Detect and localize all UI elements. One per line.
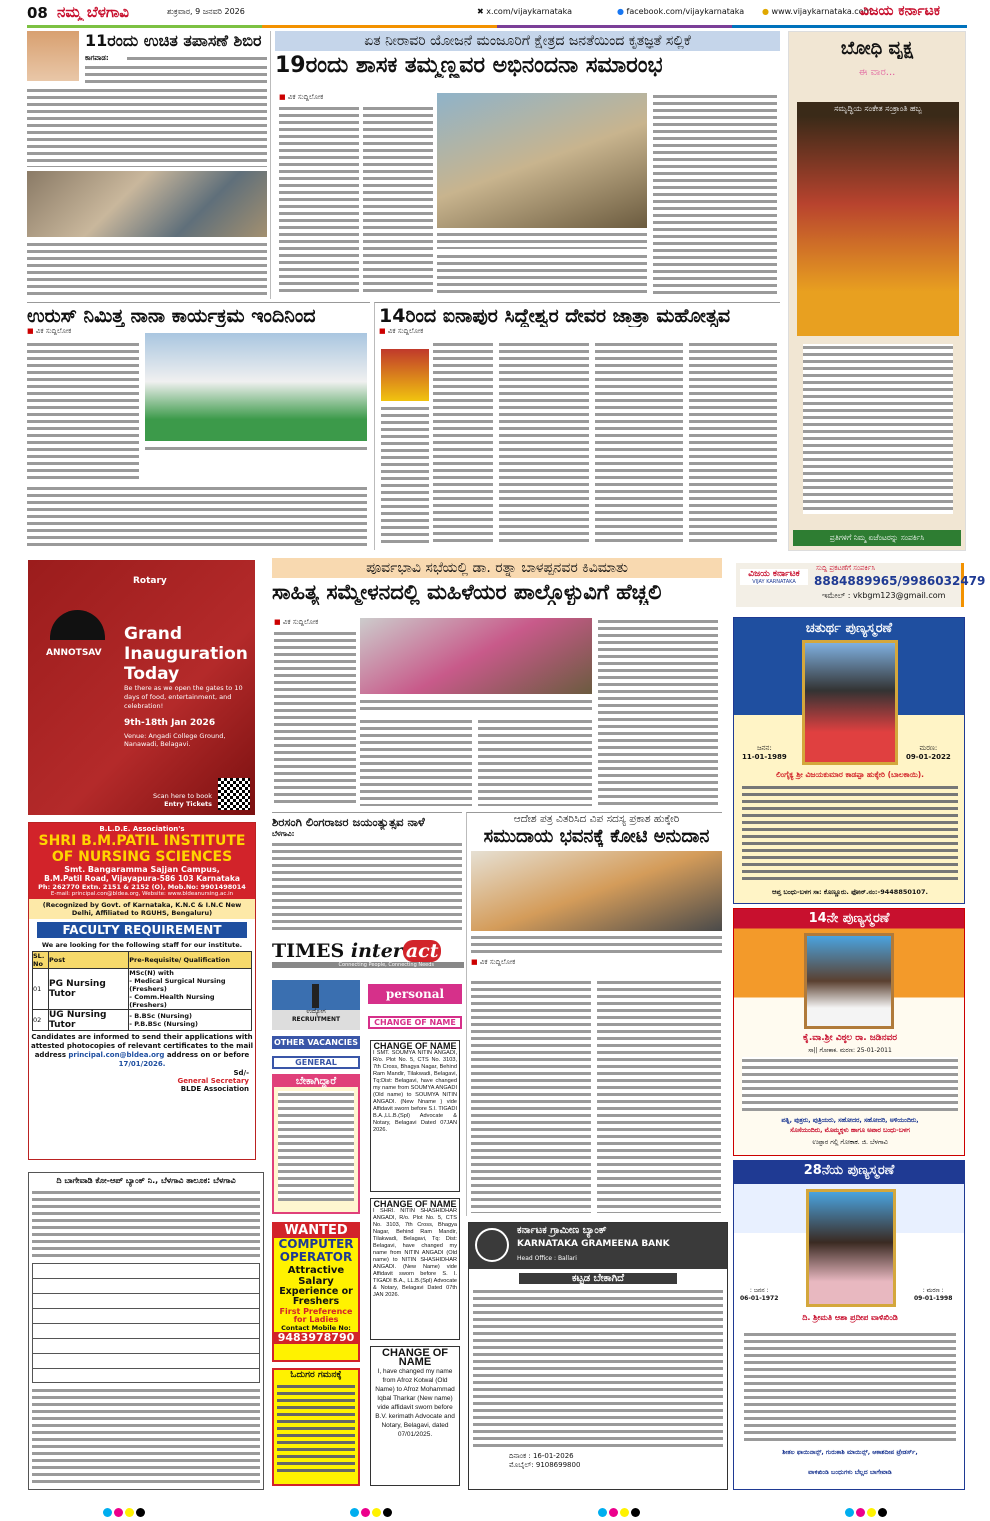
contact-phone: 9483978790	[274, 1332, 358, 1344]
deity-photo	[381, 349, 429, 401]
body-text	[272, 841, 462, 933]
body-text	[598, 618, 718, 806]
body-text	[595, 341, 683, 546]
story-jatra	[374, 302, 780, 550]
byline: ■ ವಿಕ ಸುದ್ದಿಲೋಕ	[279, 93, 324, 101]
death: ಮರಣ: 09-01-2022	[906, 744, 951, 761]
group-photo	[27, 171, 267, 237]
nursing-ad[interactable]	[28, 822, 256, 1160]
birth: : ಜನನ : 06-01-1972	[740, 1287, 779, 1302]
this-week: ಈ ವಾರ...	[858, 67, 896, 78]
website-link[interactable]: ● www.vijaykarnataka.com	[762, 7, 872, 16]
ad-description: Be there as we open the gates to 10 days of food, entertainment, and celebration!	[124, 684, 243, 710]
tribute-text	[744, 1331, 956, 1441]
vk-logo: ವಿಜಯ ಕರ್ನಾಟಕ VIJAY KARNATAKA	[740, 569, 808, 585]
place: ಉಪ್ಪಾರ ಗಲ್ಲಿ ಗೋಕಾಕ. ಜಿ. ಬೆಳಗಾವಿ	[812, 1139, 888, 1146]
body-text	[363, 105, 433, 295]
cloche-icon	[50, 610, 105, 640]
portrait	[802, 640, 898, 765]
byline: ■ ವಿಕ ಸುದ್ದಿಲೋಕ	[379, 327, 424, 335]
bodhi-vruksha-promo[interactable]	[788, 31, 966, 551]
photo-caption	[360, 698, 592, 714]
intro: We are looking for the following staff for our institute.	[41, 941, 243, 949]
memorial-ad-1	[733, 617, 965, 904]
campus: Smt. Bangaramma Sajjan Campus,	[64, 865, 220, 874]
dateline: ಬೆಳಗಾವಿ:	[272, 830, 295, 838]
doctor-photo	[27, 31, 79, 81]
body-text	[689, 341, 777, 546]
ad-body	[473, 1288, 723, 1448]
times-interact-classifieds	[272, 940, 464, 1490]
kicker: ಏತ ನೀರಾವರಿ ಯೋಜನೆ ಮಂಜೂರಿಗೆ ಕ್ಷೇತ್ರದ ಜನತೆಯಿಂದ ಕೃತಜ್ಞತೆ ಸಲ್ಲಿಕೆ	[275, 31, 780, 51]
signatory: General Secretary	[177, 1077, 249, 1085]
positions-table: SL. No Post Pre-Requisite/ Qualification 01 PG Nursing Tutor MSc(N) with - Medical Surgical Nursing (Freshers) - Comm.Health Nursing (Freshers) 02 UG Nursing Tutor - B.BSc (Nursing) - P.B.BSc (Nursing)	[32, 951, 252, 1031]
ad-date: ದಿನಾಂಕ : 16-01-2026	[509, 1452, 574, 1460]
facebook-icon: ●	[617, 7, 627, 16]
body-text	[597, 979, 721, 1213]
kicker: ಆದೇಶ ಪತ್ರ ವಿತರಿಸಿದ ವಿಪ ಸದಸ್ಯ ಪ್ರಕಾಶ ಹುಕ್ಕೇರಿ	[513, 813, 680, 825]
faculty-banner: FACULTY REQUIREMENT	[37, 922, 247, 938]
head-office: Head Office : Ballari	[517, 1255, 577, 1262]
change-of-name-ad: CHANGE OF NAME I, have changed my name from Afroz Kotwal (Old Name) to Afroz Mohammad Iqbal Tharkar (New name) vide affidavit sworn before B.V. kerimath Advocate and Notary, Belagavi, dated 07/01/2025.	[370, 1346, 460, 1486]
notice-table	[32, 1263, 260, 1383]
annotsav-ad[interactable]	[28, 560, 255, 815]
deceased-name: ದಿ. ಶ್ರೀಮತಿ ಆಶಾ ಪ್ರದೀಪ ವಾಳಿಖಿಂಡಿ	[802, 1313, 898, 1322]
byline: ■ ವಿಕ ಸುದ್ದಿಲೋಕ	[27, 327, 72, 335]
feature-title: ಸಮೃದ್ಧಿಯ ಸಂಕೇತ ಸಂಕ್ರಾಂತಿ ಹಬ್ಬ	[797, 102, 959, 116]
deceased-name: ಕೈ.ವಾ.ಶ್ರೀ ವಿಠ್ಠಲ ರಾ. ಜಡಿನವರ	[802, 1033, 898, 1043]
bank-tender-notice	[28, 1172, 264, 1490]
body-text	[27, 87, 267, 167]
body-text	[85, 64, 267, 83]
general-label[interactable]: GENERAL	[272, 1056, 360, 1069]
body-text	[127, 55, 267, 62]
x-icon: ✖	[477, 7, 487, 16]
memorial-ad-3	[733, 1160, 965, 1490]
headline: 19ರಂದು ಶಾಸಕ ತಮ್ಮಣ್ಣವರ ಅಭಿನಂದನಾ ಸಮಾರಂಭ	[275, 53, 663, 78]
memorial-ad-2	[733, 908, 965, 1156]
photo-caption	[27, 241, 267, 297]
byline: ■ ವಿಕ ಸುದ್ದಿಲೋಕ	[274, 618, 319, 626]
photo-caption	[437, 231, 647, 249]
headline: ಶಿರಸಂಗಿ ಲಿಂಗರಾಜರ ಜಯಂತ್ಯುತ್ಸವ ನಾಳೆ	[272, 815, 425, 829]
annotsav-badge: ANNOTSAV	[46, 648, 102, 658]
change-of-name-label[interactable]: CHANGE OF NAME	[368, 1016, 462, 1029]
page-number: 08	[27, 4, 48, 22]
body-text	[381, 405, 429, 545]
body-text	[653, 93, 777, 297]
contact-phones: 8884889965/9986032479	[814, 574, 986, 588]
assoc: B.L.D.E. Association's	[99, 825, 185, 833]
tie-icon	[312, 984, 319, 1008]
promo-title: ಬೋಧಿ ವೃಕ್ಷ	[840, 38, 914, 59]
issue-date: ಶುಕ್ರವಾರ, 9 ಜನವರಿ 2026	[167, 7, 245, 16]
birth: ಜನನ: 11-01-1989	[742, 744, 787, 761]
ticket-cta[interactable]: Scan here to book Entry Tickets	[152, 792, 212, 808]
rotary-logo: Rotary	[133, 576, 167, 586]
headline: ಉರುಸ್ ನಿಮಿತ್ತ ನಾನಾ ಕಾರ್ಯಕ್ರಮ ಇಂದಿನಿಂದ	[27, 305, 316, 327]
family: ವಾಳಿಖಿಂಡಿ ಬಂಧುಗಳು ಬೆಲ್ಲದ ಬಾಗೇವಾಡಿ	[808, 1469, 892, 1476]
facebook-link[interactable]: ● facebook.com/vijaykarnataka	[617, 7, 745, 16]
ad-title: ಕಟ್ಟಡ ಬೇಕಾಗಿದೆ	[519, 1273, 677, 1284]
memorial-title: 28ನೆಯ ಪುಣ್ಯಸ್ಮರಣೆ	[803, 1163, 895, 1178]
meeting-photo	[360, 618, 592, 694]
portrait	[806, 1189, 896, 1307]
notice-body	[32, 1189, 260, 1259]
story-samudaya	[466, 812, 722, 1216]
institute-name-1: SHRI B.M.PATIL INSTITUTE	[38, 833, 246, 849]
contact-label: ಸುದ್ದಿ ಪ್ರಕಟಣೆಗೆ ಸಂಪರ್ಕಿಸಿ	[816, 564, 876, 572]
story-camp	[27, 31, 267, 299]
body-text	[279, 105, 359, 295]
headline: 14ರಿಂದ ಐನಾಪುರ ಸಿದ್ದೇಶ್ವರ ದೇವರ ಜಾತ್ರಾ ಮಹೋತ್ಸವ	[379, 305, 731, 327]
ad-title-3: Today	[124, 664, 180, 684]
tribute-text	[742, 784, 958, 884]
readers-notice: ಓದುಗರ ಗಮನಕ್ಕೆ	[272, 1368, 360, 1486]
contact-email: ಇಮೇಲ್ : vkbgm123@gmail.com	[822, 591, 946, 600]
body-text	[27, 341, 139, 481]
masthead-logo: ವಿಜಯ ಕರ್ನಾಟಕ	[860, 3, 941, 19]
personal-label[interactable]: personal	[368, 984, 462, 1004]
registration-marks	[0, 1502, 990, 1514]
body-text	[433, 341, 493, 546]
tribute-text	[742, 1057, 958, 1111]
body-text	[471, 979, 591, 1213]
notice-footer	[32, 1387, 260, 1487]
tagline: Connecting People, Connecting Needs	[272, 962, 464, 968]
address: B.M.Patil Road, Vijayapura-586 103 Karnataka	[44, 874, 240, 883]
story-lead	[270, 31, 780, 299]
handover-photo	[471, 851, 722, 931]
event-venue: Venue: Angadi College Ground, Nanawadi, Belagavi.	[124, 732, 226, 748]
institute-name-2: OF NURSING SCIENCES	[51, 849, 233, 865]
family: ಸೊಸೆಯಂದಿರು, ಮೊಮ್ಮಕ್ಕಳು ಹಾಗೂ ಅಪಾರ ಬಂಧು-ಬಳಗ	[790, 1127, 910, 1134]
bank-name-kn: ಕರ್ನಾಟಕ ಗ್ರಾಮೀಣ ಬ್ಯಾಂಕ್	[517, 1225, 607, 1236]
wanted-computer-operator-ad: WANTED COMPUTER OPERATOR Attractive Salary Experience or Freshers First Preference for Ladies Contact Mobile No: 9483978790	[272, 1222, 360, 1362]
story-urus	[27, 302, 370, 550]
body-text	[27, 485, 367, 547]
brand-logo: TIMES inter act	[272, 940, 464, 962]
headline: ಸಾಹಿತ್ಯ ಸಮ್ಮೇಳನದಲ್ಲಿ ಮಹಿಳೆಯರ ಪಾಲ್ಗೊಳ್ಳುವಿಗೆ ಹೆಚ್ಚಲಿ	[272, 580, 662, 604]
sd: Sd/-	[233, 1069, 249, 1077]
promo-footer: ಪ್ರತಿಗಳಿಗೆ ನಿಮ್ಮ ಏಜೆಂಟರನ್ನು ಸಂಪರ್ಕಿಸಿ	[793, 530, 961, 546]
family: ಪತ್ನಿ, ಪುತ್ರರು, ಪುತ್ರಿಯರು, ಸಹೋದರ, ಸಹೋದರಿ, ಅಳಿಯಂದಿರು,	[781, 1117, 919, 1124]
body-text	[274, 630, 356, 805]
dateline: ಕಾಗವಾಡ:	[85, 54, 109, 62]
portrait	[804, 933, 894, 1029]
body-text	[437, 253, 647, 297]
feature-image	[797, 116, 959, 336]
change-of-name-ad: CHANGE OF NAME I SMT. SOUMYA NITIN ANGADI, R/o. Plot No. 5, CTS No. 3103, 7th Cross, Bhagya Nagar, Behind Ram Mandir, Tilakwadi, Belagavi, Tq:Dist: Belagavi, have changed my name from SOUMYA ANGADI (Old name) to SOUMYA NITIN ANGADI. (New Nname ) vide Affidavit sworn before S.I. TIGADI B.A.,LL.B.(Spl) Advocate & Notary, Belagavi Dated 07JAN 2026.	[370, 1040, 460, 1192]
table-row: 02 UG Nursing Tutor - B.BSc (Nursing) - P.B.BSc (Nursing)	[33, 1010, 252, 1031]
deceased-name: ಲಿಂಗೈಕ್ಯ ಶ್ರೀ ವಿಜಯಕುಮಾರ ಕಾಡಪ್ಪಾ ಹುಕ್ಕೇರಿ (ಬಾಲಕಾಯಿ).	[775, 770, 925, 779]
body-text	[499, 341, 589, 546]
death: : ಮರಣ : 09-01-1998	[914, 1287, 953, 1302]
contact: ಆಪ್ತ ಬಂಧು-ಬಳಗ ಸಾ: ಕೊಣ್ಣೂರು. ಫೋನ್.ನಂ:-9448850107.	[772, 888, 928, 896]
kicker: ಪೂರ್ವಭಾವಿ ಸಭೆಯಲ್ಲಿ ಡಾ. ರತ್ನಾ ಬಾಳಪ್ಪನವರ ಕಿವಿಮಾತು	[272, 558, 722, 578]
event-dates: 9th-18th Jan 2026	[124, 718, 216, 728]
kgb-building-ad	[468, 1222, 728, 1490]
table-row: 01 PG Nursing Tutor MSc(N) with - Medical Surgical Nursing (Freshers) - Comm.Health Nursing (Freshers)	[33, 969, 252, 1010]
header-color-bar	[27, 25, 967, 28]
family: ಶೀತಲ ಫಾಯಿನಾನ್ಸ್, ಗುರುಕಾಶಿ ಮಾಯಿನ್ಸ್, ಆಕಾಶದೀಪ ಟ್ರೇಡರ್ಸ್,	[782, 1449, 918, 1456]
dargah-photo	[145, 333, 367, 441]
ad-title-1: Grand	[124, 624, 183, 644]
page-header	[27, 3, 967, 25]
bank-name: KARNATAKA GRAMEENA BANK	[517, 1239, 670, 1249]
wanted-ad-kn: ಬೇಕಾಗಿದ್ದಾರೆ	[272, 1074, 360, 1214]
change-of-name-ad: CHANGE OF NAME I SHRI. NITIN SHASHIDHAR ANGADI, R/o. Plot No. 5, CTS No. 3103, 7th Cross, Bhagya Nagar, Behind Ram Mandir, Tilakwadi, Belagavi, Tq: Dist: Belagavi, have changed my name from NITIN ANGADI (Old name) to NITIN SHASHIDHAR ANGADI. (New Name) vide Affidavit sworn before S. I. TIGADI B.A., LL.B.(Spl) Advocate & Notary, Belagavi Dated 07th JAN 2026.	[370, 1198, 460, 1340]
qr-code-icon[interactable]	[218, 778, 250, 810]
recognition: (Recognized by Govt. of Karnataka, K.N.C & I.N.C New Delhi, Affiliated to RGUHS, Bengaluru)	[29, 899, 255, 919]
memorial-title: 14ನೇ ಪುಣ್ಯಸ್ಮರಣೆ	[808, 911, 890, 926]
body-text	[360, 718, 472, 806]
kgb-logo-icon	[475, 1228, 509, 1262]
contents-list	[803, 344, 953, 514]
byline: ■ ವಿಕ ಸುದ್ದಿಲೋಕ	[471, 958, 516, 966]
event-photo	[437, 93, 647, 228]
headline: ಸಮುದಾಯ ಭವನಕ್ಕೆ ಕೋಟಿ ಅನುದಾನ	[483, 826, 710, 847]
email-web: E-mail: principal.con@bldea.org, Website: www.bldeanursing.ac.in	[50, 891, 234, 897]
photo-caption	[145, 445, 367, 453]
globe-icon: ●	[762, 7, 772, 16]
section-title: ನಮ್ಮ ಬೆಳಗಾವಿ	[57, 3, 129, 21]
x-link[interactable]: ✖ x.com/vijaykarnataka	[477, 7, 573, 16]
body-text	[478, 718, 592, 806]
memorial-title: ಚತುರ್ಥ ಪುಣ್ಯಸ್ಮರಣೆ	[805, 621, 893, 636]
headline: 11ರಂದು ಉಚಿತ ತಪಾಸಣೆ ಶಿಬಿರ	[85, 31, 262, 50]
memorial-subtitle: ಸಾ|| ಗೋಕಾಕ. ಮರಣ: 25-01-2011	[808, 1047, 892, 1054]
other-vacancies-label[interactable]: OTHER VACANCIES	[273, 1038, 359, 1047]
vk-contact-box	[736, 563, 986, 607]
phone: Ph: 262770 Extn. 2151 & 2152 (O), Mob.No: 9901498014	[38, 883, 246, 891]
notice-title: ದಿ ಬಾಗೇವಾಡಿ ಕೋ-ಆಪ್ ಬ್ಯಾಂಕ್ ನಿ., ಬೆಳಗಾವಿ ತಾಲೂಕ: ಬೆಳಗಾವಿ	[56, 1176, 236, 1185]
recruitment-tile[interactable]: ಉದ್ಯೋಗ RECRUITMENT	[272, 980, 360, 1030]
ad-title-2: Inauguration	[124, 644, 248, 664]
story-sahitya	[272, 558, 722, 808]
apply-instructions: Candidates are informed to send their applications with attested photocopies of relevant certificates to the mail address principal.con@bldea.org address on or before 17/01/2026.	[30, 1033, 254, 1068]
signatory-org: BLDE Association	[180, 1085, 249, 1093]
photo-caption	[471, 934, 722, 956]
story-shirasangi	[272, 812, 462, 934]
ad-phone: ಮೊಬೈಲ್: 9108699800	[509, 1461, 581, 1469]
